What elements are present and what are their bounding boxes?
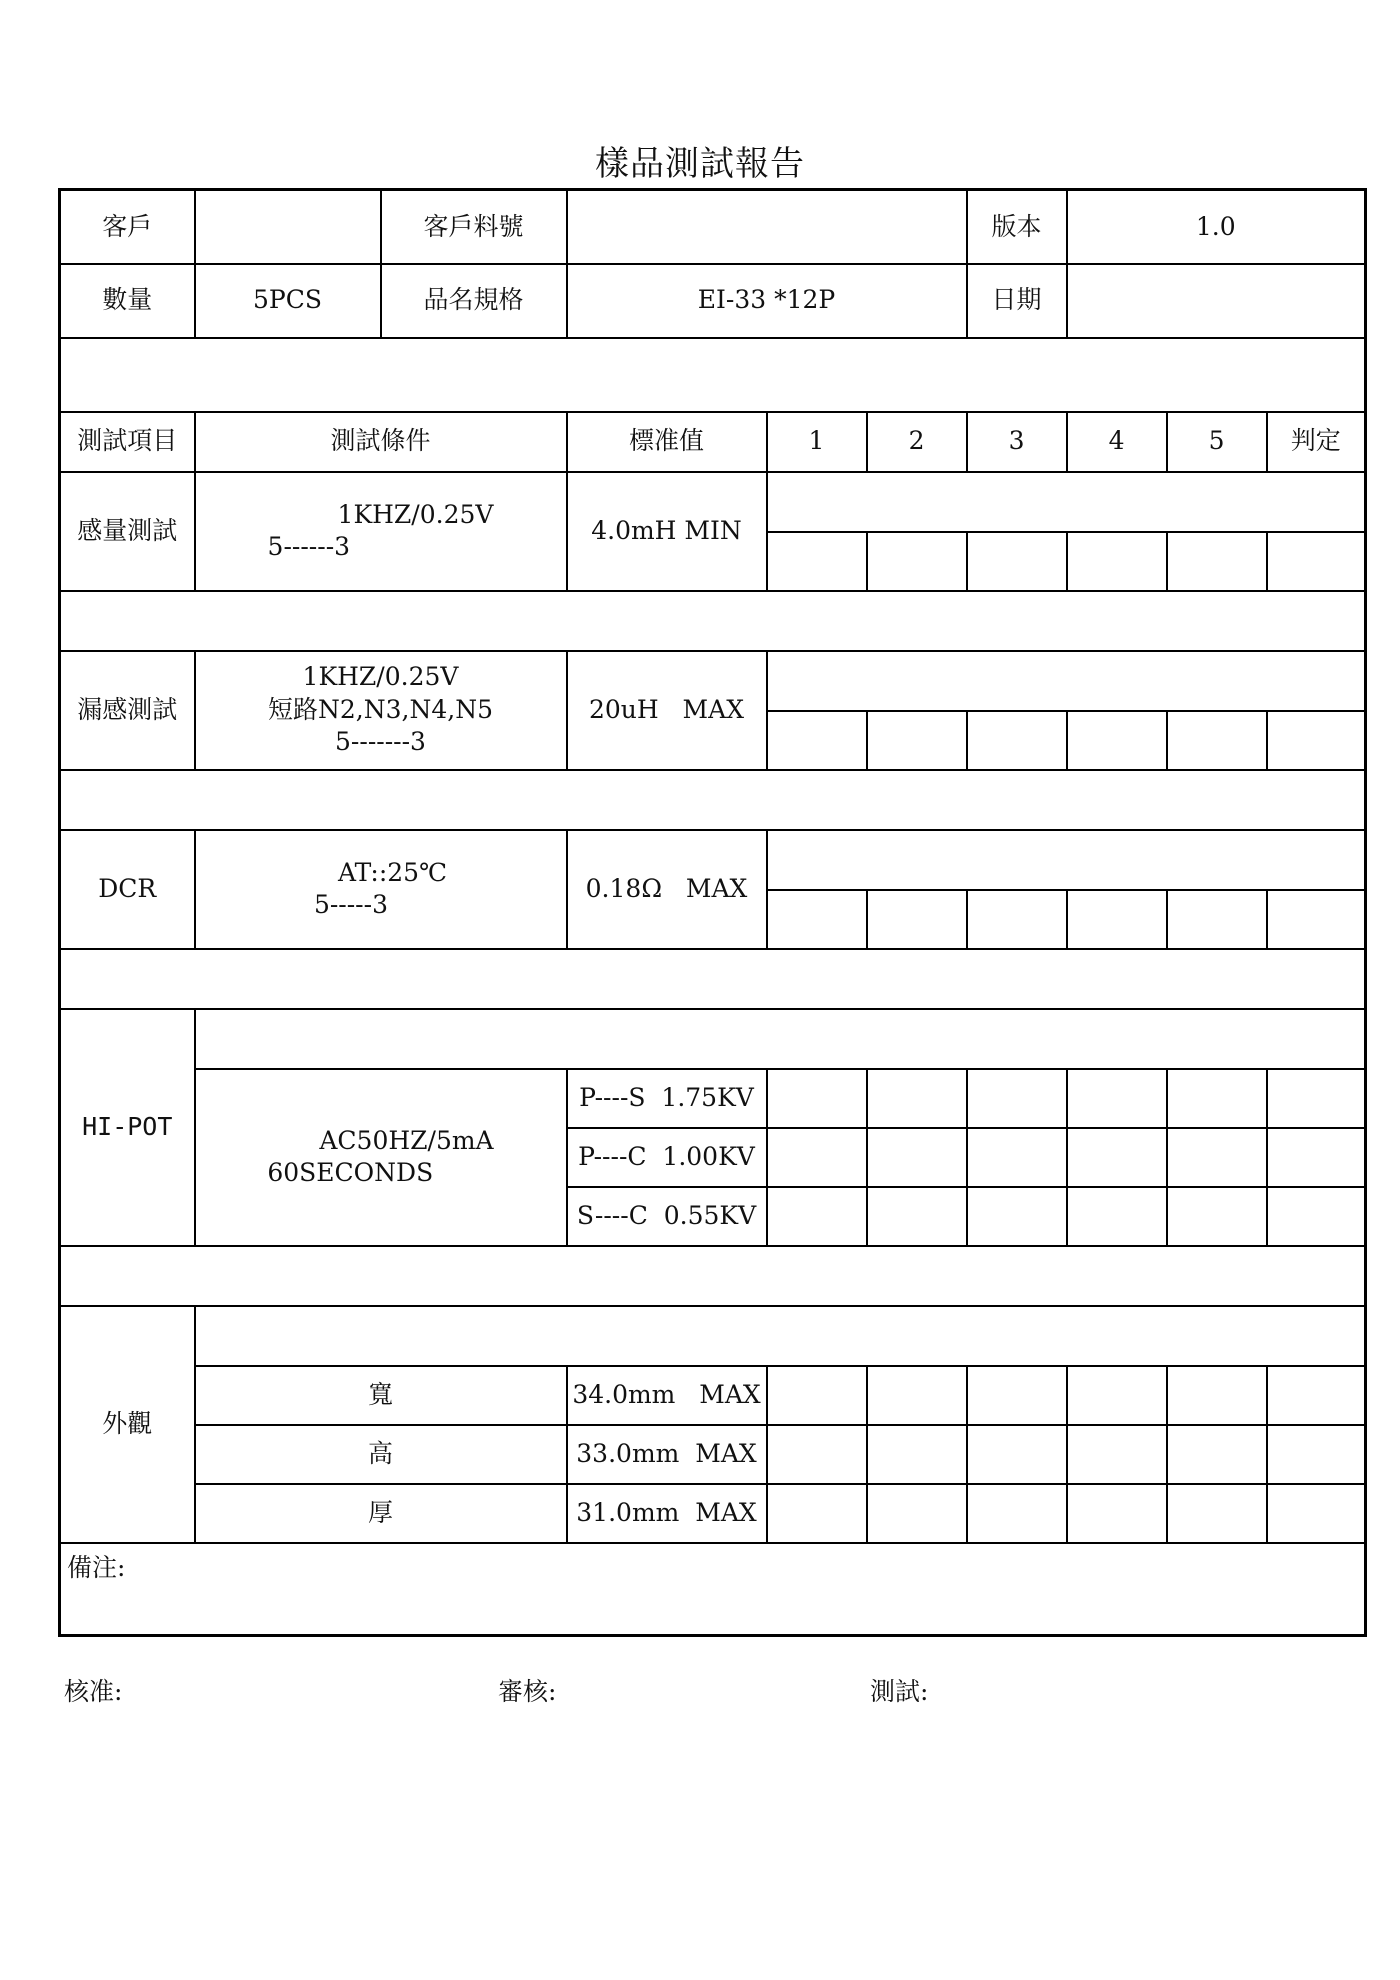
blank-cell: [60, 1246, 1366, 1306]
test-signature-label: 測試:: [870, 1677, 929, 1706]
leakage-standard: 20uH MAX: [567, 651, 767, 770]
result-cell[interactable]: [767, 1128, 867, 1187]
judge-cell[interactable]: [1267, 1069, 1366, 1128]
qty-label: 數量: [60, 264, 195, 338]
result-cell[interactable]: [1067, 1425, 1167, 1484]
result-cell[interactable]: [767, 890, 867, 949]
result-cell[interactable]: [867, 1366, 967, 1425]
dcr-condition-line-2: 5-----3: [313, 890, 388, 919]
blank-cell: [60, 338, 1366, 412]
version-value: 1.0: [1067, 190, 1366, 264]
result-cell[interactable]: [767, 1484, 867, 1543]
leakage-condition-line-1: 1KHZ/0.25V: [302, 662, 459, 692]
result-cell[interactable]: [867, 1187, 967, 1246]
hipot-row-ps: [60, 1069, 1366, 1128]
inductance-result-header[interactable]: [767, 472, 1366, 532]
hipot-condition-line-1: AC50HZ/5mA: [319, 1125, 494, 1155]
appearance-row-height: [60, 1425, 1366, 1484]
leakage-condition-line-3: 5-------3: [335, 727, 426, 757]
spec-label: 品名規格: [381, 264, 567, 338]
version-label: 版本: [967, 190, 1067, 264]
inductance-name: 感量測試: [60, 472, 195, 591]
inductance-condition-line-1: 1KHZ/0.25V: [337, 499, 494, 529]
blank-row: [60, 591, 1366, 651]
result-cell[interactable]: [1067, 532, 1167, 591]
customer-label: 客戶: [60, 190, 195, 264]
result-cell[interactable]: [1167, 1128, 1267, 1187]
appearance-height-label: 高: [195, 1425, 567, 1484]
dcr-result-header[interactable]: [767, 830, 1366, 890]
judge-cell[interactable]: [1267, 1484, 1366, 1543]
notes-cell[interactable]: [60, 1543, 1366, 1636]
hipot-header-cell[interactable]: [195, 1009, 1366, 1069]
result-cell[interactable]: [1167, 1484, 1267, 1543]
date-label: 日期: [967, 264, 1067, 338]
result-cell[interactable]: [967, 711, 1067, 770]
appearance-thickness-label: 厚: [195, 1484, 567, 1543]
result-cell[interactable]: [1167, 1425, 1267, 1484]
spec-value: EI-33 *12P: [567, 264, 967, 338]
result-cell[interactable]: [1067, 1128, 1167, 1187]
notes-label: 備注:: [67, 1552, 126, 1582]
blank-cell: [60, 770, 1366, 830]
result-cell[interactable]: [867, 1069, 967, 1128]
result-cell[interactable]: [967, 532, 1067, 591]
blank-cell: [60, 949, 1366, 1009]
appearance-width-standard: 34.0mm MAX: [567, 1366, 767, 1425]
col-header-sample-3: 3: [967, 412, 1067, 472]
blank-row: [60, 949, 1366, 1009]
report-table: [58, 188, 1367, 1637]
hipot-condition-line-2: 60SECONDS: [267, 1158, 434, 1187]
appearance-width-label: 寬: [195, 1366, 567, 1425]
dcr-standard: 0.18Ω MAX: [567, 830, 767, 949]
col-header-standard: 標准值: [567, 412, 767, 472]
result-cell[interactable]: [1067, 1069, 1167, 1128]
result-cell[interactable]: [1067, 1484, 1167, 1543]
hipot-condition: [195, 1069, 567, 1246]
result-cell[interactable]: [767, 532, 867, 591]
inductance-row-top: [60, 472, 1366, 532]
result-cell[interactable]: [1167, 1187, 1267, 1246]
judge-cell[interactable]: [1267, 1187, 1366, 1246]
dcr-condition-line-1: AT::25℃: [337, 857, 448, 887]
result-cell[interactable]: [867, 532, 967, 591]
col-header-sample-1: 1: [767, 412, 867, 472]
approve-signature-label: 核准:: [64, 1677, 123, 1706]
result-cell[interactable]: [1167, 711, 1267, 770]
result-cell[interactable]: [967, 1484, 1067, 1543]
inductance-condition: [195, 472, 567, 591]
judge-cell[interactable]: [1267, 532, 1366, 591]
result-cell[interactable]: [1167, 1366, 1267, 1425]
result-cell[interactable]: [967, 1187, 1067, 1246]
result-cell[interactable]: [1067, 1366, 1167, 1425]
appearance-name: 外觀: [60, 1306, 195, 1543]
dcr-condition: [195, 830, 567, 949]
result-cell[interactable]: [967, 890, 1067, 949]
result-cell[interactable]: [967, 1366, 1067, 1425]
result-cell[interactable]: [867, 1425, 967, 1484]
blank-row: [60, 1246, 1366, 1306]
hipot-name: HI-POT: [60, 1009, 195, 1246]
result-cell[interactable]: [1167, 1069, 1267, 1128]
report-title: 樣品測試報告: [595, 144, 805, 184]
result-cell[interactable]: [867, 1128, 967, 1187]
result-cell[interactable]: [867, 711, 967, 770]
part-no-value-cell[interactable]: [567, 190, 967, 264]
hipot-standard-pc: P----C 1.00KV: [567, 1128, 767, 1187]
leakage-condition: [195, 651, 567, 770]
review-signature-label: 審核:: [498, 1677, 557, 1706]
judge-cell[interactable]: [1267, 711, 1366, 770]
leakage-condition-line-2: 短路N2,N3,N4,N5: [268, 694, 493, 724]
appearance-header-cell[interactable]: [195, 1306, 1366, 1366]
leakage-row-top: [60, 651, 1366, 711]
part-no-label: 客戶料號: [381, 190, 567, 264]
result-cell[interactable]: [767, 1187, 867, 1246]
result-cell[interactable]: [1167, 890, 1267, 949]
inductance-condition-line-2: 5------3: [267, 532, 351, 561]
hipot-row-top: [60, 1009, 1366, 1069]
result-cell[interactable]: [967, 1425, 1067, 1484]
result-cell[interactable]: [967, 1069, 1067, 1128]
result-cell[interactable]: [867, 890, 967, 949]
blank-row: [60, 770, 1366, 830]
result-cell[interactable]: [967, 1128, 1067, 1187]
col-header-judge: 判定: [1267, 412, 1366, 472]
appearance-row-width: [60, 1366, 1366, 1425]
notes-row: [60, 1543, 1366, 1636]
result-cell[interactable]: [867, 1484, 967, 1543]
col-header-sample-5: 5: [1167, 412, 1267, 472]
dcr-name: DCR: [60, 830, 195, 949]
result-cell[interactable]: [767, 1069, 867, 1128]
judge-cell[interactable]: [1267, 1128, 1366, 1187]
header-row-customer: [60, 190, 1366, 264]
appearance-thickness-standard: 31.0mm MAX: [567, 1484, 767, 1543]
hipot-standard-sc: S----C 0.55KV: [567, 1187, 767, 1246]
appearance-row-thickness: [60, 1484, 1366, 1543]
dcr-row-top: [60, 830, 1366, 890]
col-header-sample-4: 4: [1067, 412, 1167, 472]
judge-cell[interactable]: [1267, 1425, 1366, 1484]
appearance-row-top: [60, 1306, 1366, 1366]
blank-cell: [60, 591, 1366, 651]
appearance-height-standard: 33.0mm MAX: [567, 1425, 767, 1484]
hipot-standard-ps: P----S 1.75KV: [567, 1069, 767, 1128]
leakage-name: 漏感測試: [60, 651, 195, 770]
column-header-row: [60, 412, 1366, 472]
inductance-standard: 4.0mH MIN: [567, 472, 767, 591]
col-header-condition: 測試條件: [195, 412, 567, 472]
qty-value: 5PCS: [195, 264, 381, 338]
col-header-item: 測試項目: [60, 412, 195, 472]
header-row-quantity: [60, 264, 1366, 338]
result-cell[interactable]: [1067, 890, 1167, 949]
judge-cell[interactable]: [1267, 1366, 1366, 1425]
result-cell[interactable]: [1067, 1187, 1167, 1246]
date-value-cell[interactable]: [1067, 264, 1366, 338]
judge-cell[interactable]: [1267, 890, 1366, 949]
blank-row: [60, 338, 1366, 412]
leakage-result-header[interactable]: [767, 651, 1366, 711]
result-cell[interactable]: [767, 711, 867, 770]
result-cell[interactable]: [767, 1366, 867, 1425]
result-cell[interactable]: [767, 1425, 867, 1484]
result-cell[interactable]: [1067, 711, 1167, 770]
result-cell[interactable]: [1167, 532, 1267, 591]
col-header-sample-2: 2: [867, 412, 967, 472]
customer-value-cell[interactable]: [195, 190, 381, 264]
